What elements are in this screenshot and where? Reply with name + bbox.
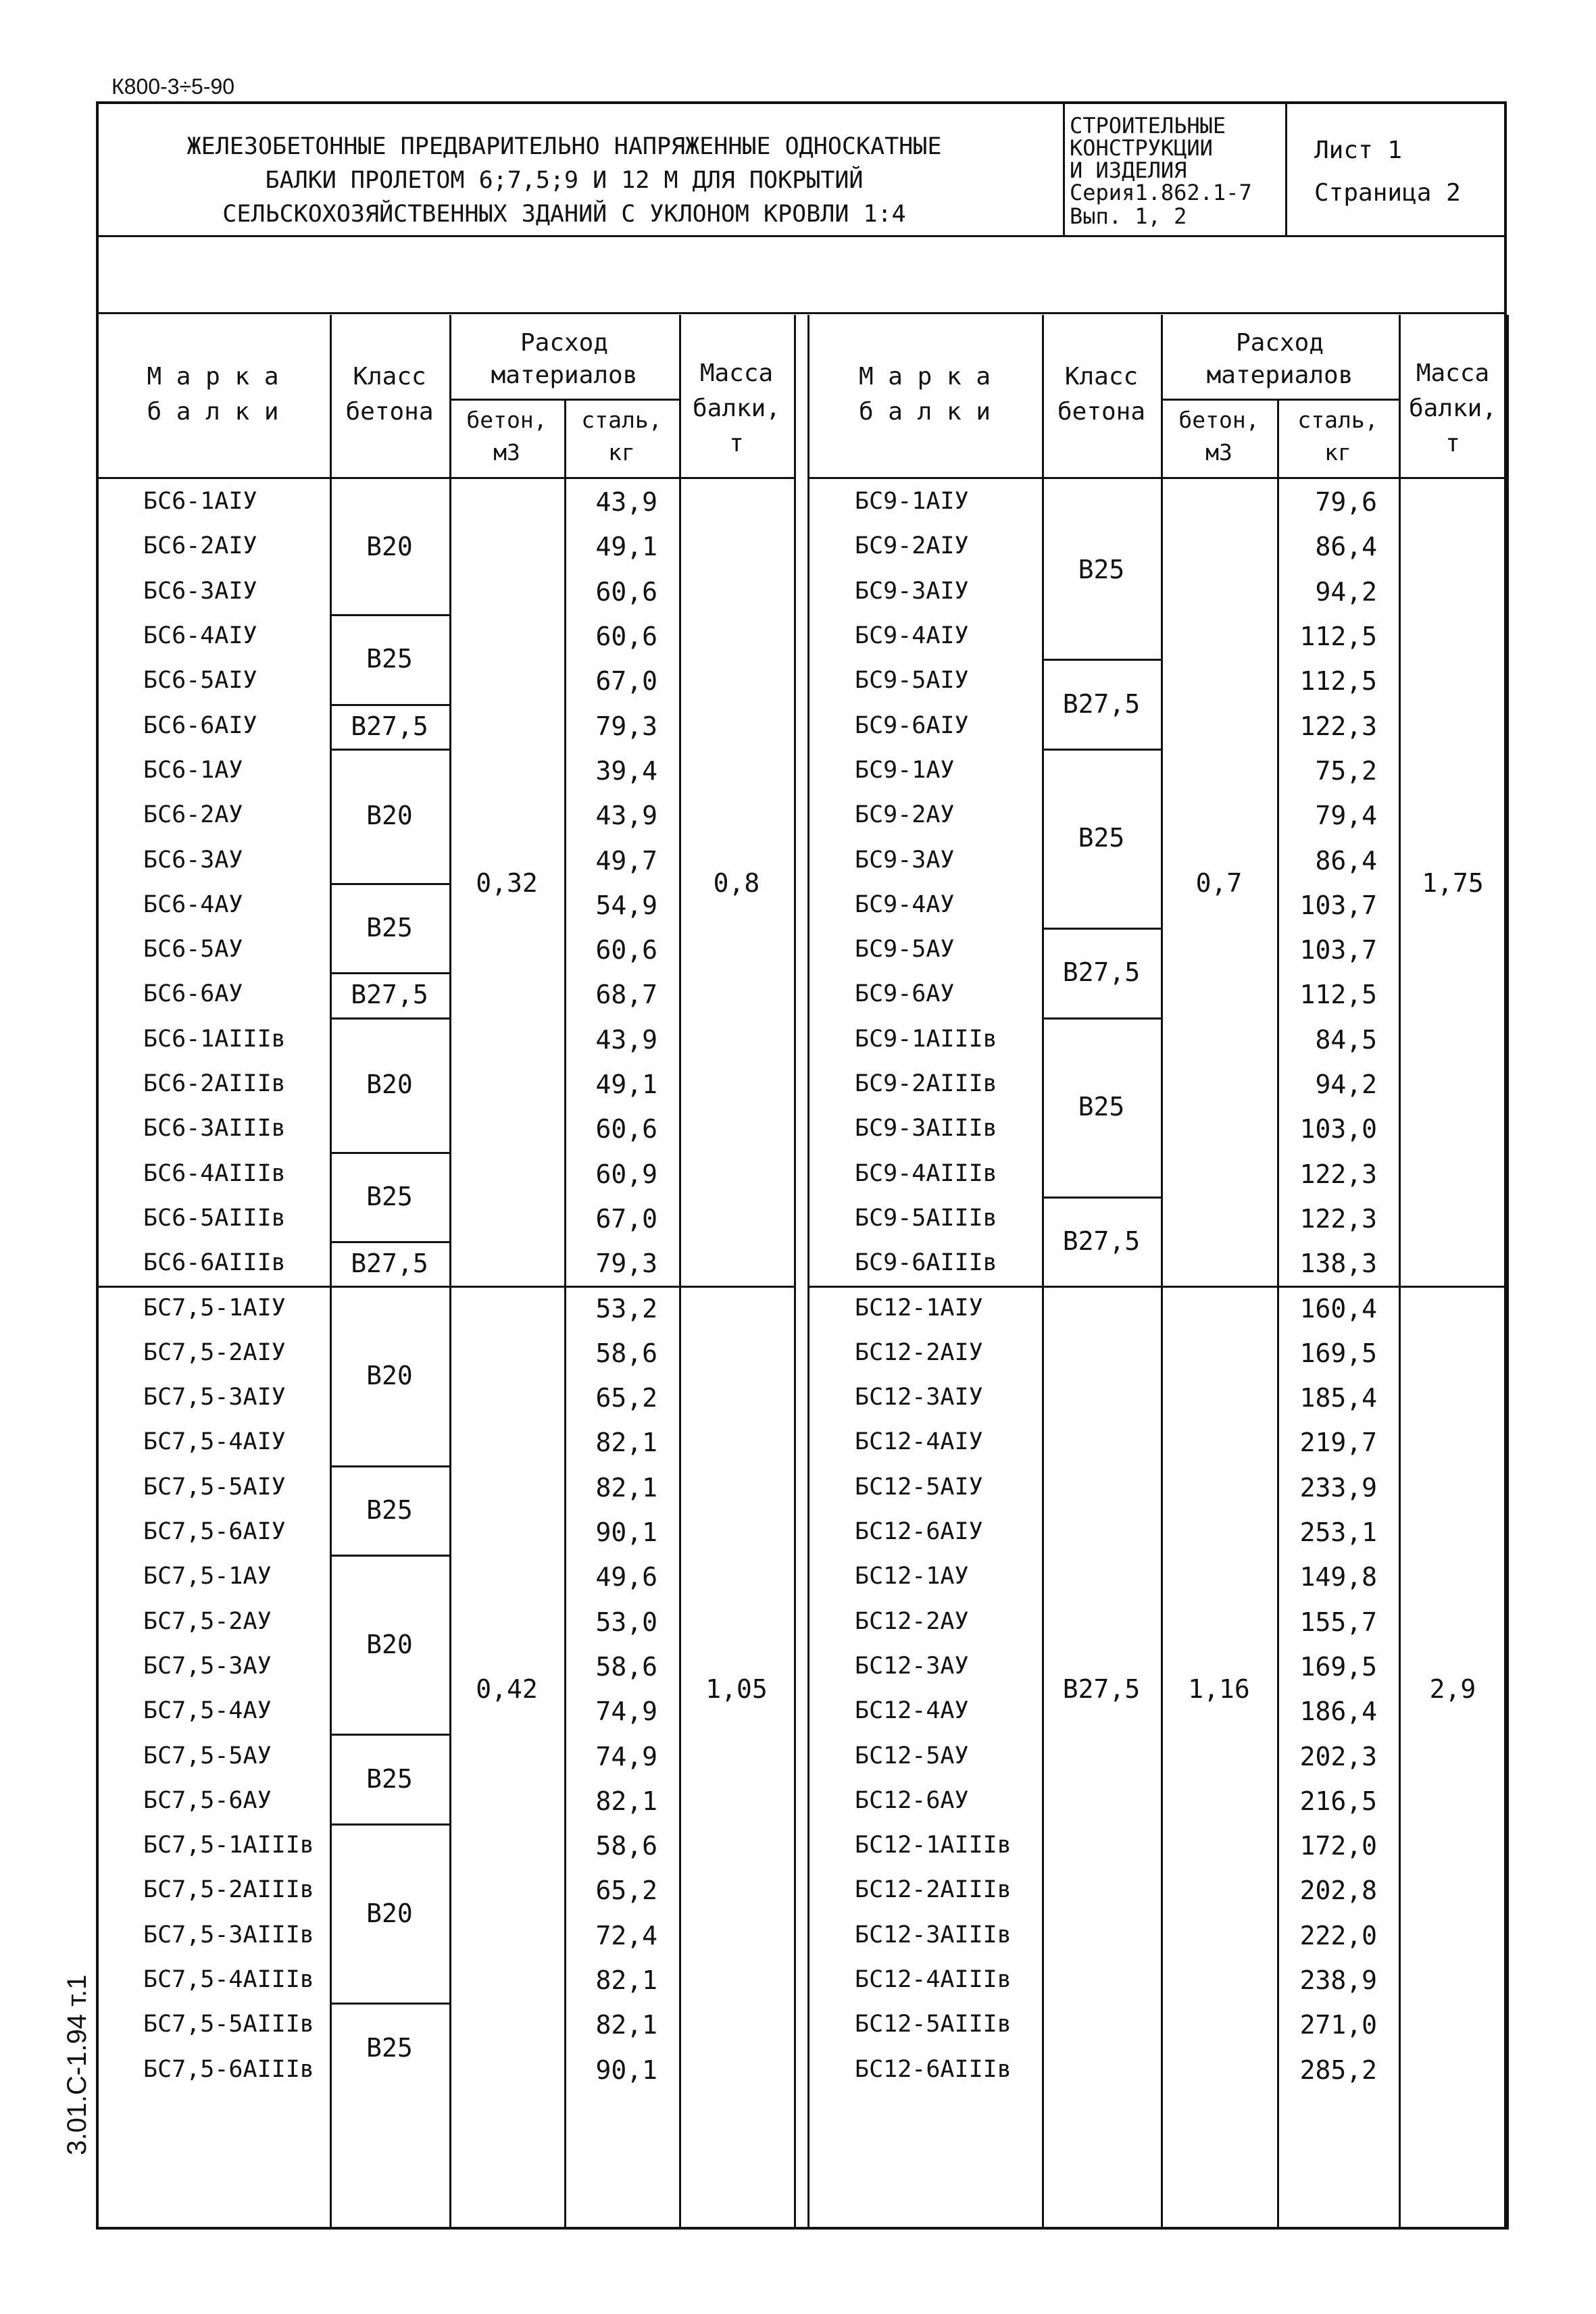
steel-value: 253,1 — [1299, 1517, 1377, 1548]
beam-mark: БС9-6АУ — [855, 980, 955, 1008]
class-group-line — [330, 883, 449, 885]
steel-value: 122,3 — [1299, 711, 1377, 741]
concrete-volume: 1,16 — [1188, 1674, 1250, 1705]
steel-value: 72,4 — [595, 1920, 657, 1951]
class-group-line — [330, 972, 449, 974]
column-line — [449, 315, 451, 2230]
beam-mark: БС9-2АУ — [855, 801, 955, 829]
beam-mass: 1,75 — [1422, 867, 1484, 898]
concrete-class: В25 — [1078, 554, 1125, 584]
steel-value: 82,1 — [595, 1428, 657, 1458]
beam-mark: БС6-5АIУ — [143, 667, 257, 695]
beam-mark: БС12-5АУ — [855, 1742, 969, 1769]
steel-value: 202,8 — [1299, 1876, 1377, 1906]
header-bottom-line — [807, 477, 1507, 479]
title-divider — [1063, 101, 1065, 236]
concrete-class: В25 — [366, 1763, 413, 1794]
steel-value: 285,2 — [1299, 2055, 1377, 2085]
class-group-line — [330, 749, 449, 751]
sheet-number: Лист 1 — [1314, 136, 1403, 164]
beam-mark: БС12-2АУ — [855, 1607, 969, 1635]
beam-mark: БС12-2АIУ — [855, 1338, 983, 1366]
beam-mass: 0,8 — [713, 867, 760, 898]
steel-value: 271,0 — [1299, 2010, 1377, 2040]
beam-mark: БС6-5АIIIв — [143, 1204, 286, 1232]
beam-mark: БС6-4АIУ — [143, 622, 257, 650]
beam-mark: БС7,5-6АIУ — [143, 1518, 286, 1546]
beam-mark: БС9-4АIУ — [855, 622, 969, 650]
steel-value: 202,3 — [1299, 1741, 1377, 1771]
header-concrete: м3 — [493, 439, 520, 466]
beam-mark: БС6-6АIУ — [143, 711, 257, 739]
beam-mark: БС12-1АIIIв — [855, 1832, 1012, 1859]
steel-value: 58,6 — [595, 1338, 657, 1368]
beam-mark: БС9-3АIУ — [855, 577, 969, 605]
steel-value: 160,4 — [1299, 1293, 1377, 1324]
header-steel: кг — [608, 439, 635, 466]
title-line: СЕЛЬСКОХОЗЯЙСТВЕННЫХ ЗДАНИЙ С УКЛОНОМ КРОВЛИ 1:4 — [222, 201, 906, 228]
header-consumption: материалов — [1206, 361, 1353, 389]
steel-value: 43,9 — [595, 801, 657, 831]
class-group-line — [330, 1017, 449, 1020]
steel-value: 79,3 — [595, 1249, 657, 1279]
class-group-line — [330, 2003, 449, 2005]
beam-mark: БС6-4АУ — [143, 890, 243, 918]
concrete-class: В20 — [366, 1898, 413, 1928]
beam-mark: БС6-6АУ — [143, 980, 243, 1008]
steel-value: 53,2 — [595, 1293, 657, 1324]
beam-mark: БС12-5АIУ — [855, 1473, 983, 1501]
table-border — [1507, 315, 1509, 2230]
table-border — [96, 315, 98, 2230]
concrete-class: В25 — [366, 913, 413, 942]
steel-value: 186,4 — [1299, 1696, 1377, 1727]
beam-mark: БС9-6АIУ — [855, 711, 969, 739]
concrete-class: В25 — [1078, 823, 1125, 853]
column-line — [1399, 315, 1401, 2230]
concrete-class: В25 — [366, 1494, 413, 1525]
header-sub-line — [449, 399, 679, 401]
steel-value: 43,9 — [595, 487, 657, 518]
steel-value: 79,6 — [1315, 487, 1377, 518]
header-class: бетона — [1057, 398, 1146, 426]
beam-mark: БС9-6АIIIв — [855, 1249, 997, 1277]
header-mass: Масса — [699, 359, 774, 387]
beam-mark: БС6-1АIIIв — [143, 1025, 286, 1053]
steel-value: 216,5 — [1299, 1786, 1377, 1816]
beam-mark: БС12-6АIIIв — [855, 2055, 1012, 2083]
beam-mass: 2,9 — [1429, 1674, 1476, 1705]
beam-mark: БС12-6АУ — [855, 1786, 969, 1814]
steel-value: 58,6 — [595, 1831, 657, 1861]
class-group-line — [1042, 928, 1161, 930]
steel-value: 90,1 — [595, 2055, 657, 2085]
steel-value: 185,4 — [1299, 1383, 1377, 1413]
steel-value: 54,9 — [595, 890, 657, 920]
steel-value: 60,6 — [595, 622, 657, 652]
concrete-volume: 0,7 — [1195, 867, 1243, 898]
beam-mark: БС6-3АУ — [143, 846, 243, 874]
header-steel: сталь, — [581, 407, 662, 433]
blank-row-line — [96, 312, 1507, 314]
steel-value: 219,7 — [1299, 1428, 1377, 1458]
steel-value: 65,2 — [595, 1876, 657, 1906]
beam-mark: БС7,5-3АIУ — [143, 1384, 286, 1411]
beam-mark: БС9-5АIУ — [855, 667, 969, 695]
steel-value: 90,1 — [595, 1517, 657, 1548]
concrete-class: В20 — [366, 532, 413, 562]
header-concrete: м3 — [1205, 439, 1232, 466]
beam-mark: БС6-5АУ — [143, 936, 243, 963]
steel-value: 122,3 — [1299, 1159, 1377, 1189]
beam-mark: БС12-6АIУ — [855, 1518, 983, 1546]
steel-value: 82,1 — [595, 1786, 657, 1816]
concrete-class: В27,5 — [351, 711, 428, 741]
steel-value: 49,7 — [595, 845, 657, 876]
class-group-line — [330, 1152, 449, 1154]
beam-mark: БС7,5-2АIУ — [143, 1338, 286, 1366]
beam-mark: БС6-2АУ — [143, 801, 243, 829]
header-mark: М а р к а — [147, 363, 279, 391]
steel-value: 112,5 — [1299, 666, 1377, 697]
column-line — [330, 315, 332, 2230]
beam-mark: БС6-1АIУ — [143, 488, 257, 515]
title-line: БАЛКИ ПРОЛЕТОМ 6;7,5;9 И 12 М ДЛЯ ПОКРЫТИЙ — [265, 167, 864, 194]
header-concrete: бетон, — [1178, 407, 1260, 433]
concrete-class: В20 — [366, 1070, 413, 1100]
block-divider — [96, 1286, 794, 1288]
class-group-line — [1042, 659, 1161, 661]
header-class: бетона — [345, 398, 434, 426]
class-group-line — [330, 1465, 449, 1467]
steel-value: 94,2 — [1315, 1070, 1377, 1100]
header-mark: М а р к а — [858, 363, 991, 391]
steel-value: 82,1 — [595, 1472, 657, 1503]
beam-mark: БС7,5-1АУ — [143, 1563, 272, 1590]
beam-mark: БС7,5-1АIIIв — [143, 1832, 314, 1859]
steel-value: 238,9 — [1299, 1965, 1377, 1996]
column-line — [679, 315, 681, 2230]
side-stamp: 3.01.С-1.94 т.1 — [62, 1974, 92, 2155]
beam-mark: БС7,5-3АУ — [143, 1652, 272, 1680]
beam-mark: БС9-3АУ — [855, 846, 955, 874]
steel-value: 94,2 — [1315, 576, 1377, 607]
steel-value: 172,0 — [1299, 1831, 1377, 1861]
beam-mark: БС9-2АIIIв — [855, 1070, 997, 1098]
beam-mark: БС12-4АУ — [855, 1697, 969, 1725]
beam-mark: БС7,5-4АIУ — [143, 1428, 286, 1456]
header-mass: Масса — [1416, 359, 1490, 387]
concrete-class: В27,5 — [1062, 1674, 1141, 1705]
steel-value: 138,3 — [1299, 1249, 1377, 1279]
steel-value: 75,2 — [1315, 755, 1377, 786]
steel-value: 222,0 — [1299, 1920, 1377, 1951]
header-concrete: бетон, — [466, 407, 547, 433]
class-group-line — [1042, 749, 1161, 751]
header-bottom-line — [96, 477, 794, 479]
table-border — [794, 315, 796, 2230]
class-group-line — [1042, 1197, 1161, 1199]
concrete-class: В25 — [366, 644, 413, 674]
beam-mark: БС7,5-5АУ — [143, 1742, 272, 1769]
header-consumption: Расход — [520, 329, 609, 357]
steel-value: 49,6 — [595, 1562, 657, 1592]
beam-mark: БС7,5-5АIУ — [143, 1473, 286, 1501]
series-line: КОНСТРУКЦИИ — [1070, 135, 1213, 161]
column-line — [564, 399, 566, 2230]
title-line: ЖЕЛЕЗОБЕТОННЫЕ ПРЕДВАРИТЕЛЬНО НАПРЯЖЕННЫЕ ОДНОСКАТНЫЕ — [186, 133, 942, 160]
series-line: Вып. 1, 2 — [1070, 203, 1187, 229]
beam-mark: БС7,5-6АУ — [143, 1786, 272, 1814]
header-mark: б а л к и — [147, 398, 279, 426]
steel-value: 60,6 — [595, 935, 657, 965]
header-steel: сталь, — [1297, 407, 1378, 433]
steel-value: 82,1 — [595, 1965, 657, 1996]
concrete-volume: 0,32 — [476, 867, 538, 898]
concrete-class: В27,5 — [351, 1249, 428, 1279]
concrete-volume: 0,42 — [476, 1674, 538, 1705]
steel-value: 112,5 — [1299, 622, 1377, 652]
beam-mark: БС9-2АIУ — [855, 532, 969, 560]
header-consumption: Расход — [1235, 329, 1324, 357]
beam-mark: БС7,5-6АIIIв — [143, 2055, 314, 2083]
beam-mark: БС12-3АУ — [855, 1652, 969, 1680]
class-group-line — [1042, 1017, 1161, 1020]
beam-mark: БС6-2АIУ — [143, 532, 257, 560]
steel-value: 112,5 — [1299, 980, 1377, 1010]
title-divider — [1285, 101, 1287, 236]
class-group-line — [330, 1734, 449, 1736]
steel-value: 149,8 — [1299, 1562, 1377, 1592]
column-line — [1042, 315, 1044, 2230]
steel-value: 103,7 — [1299, 890, 1377, 920]
beam-mark: БС6-4АIIIв — [143, 1159, 286, 1187]
steel-value: 169,5 — [1299, 1338, 1377, 1368]
steel-value: 49,1 — [595, 1070, 657, 1100]
class-group-line — [330, 1823, 449, 1826]
steel-value: 67,0 — [595, 1203, 657, 1234]
document-code: К800-3÷5-90 — [111, 74, 235, 99]
steel-value: 155,7 — [1299, 1607, 1377, 1637]
steel-value: 86,4 — [1315, 532, 1377, 562]
beam-mark: БС9-1АIIIв — [855, 1025, 997, 1053]
class-group-line — [330, 704, 449, 706]
beam-mark: БС12-5АIIIв — [855, 2011, 1012, 2038]
beam-mark: БС12-1АIУ — [855, 1294, 983, 1322]
concrete-class: В27,5 — [1062, 957, 1141, 988]
steel-value: 49,1 — [595, 532, 657, 562]
series-line: И ИЗДЕЛИЯ — [1070, 157, 1187, 183]
beam-mark: БС12-2АIIIв — [855, 1876, 1012, 1904]
steel-value: 103,7 — [1299, 935, 1377, 965]
steel-value: 67,0 — [595, 666, 657, 697]
steel-value: 84,5 — [1315, 1024, 1377, 1055]
header-consumption: материалов — [491, 361, 638, 389]
beam-mark: БС6-6АIIIв — [143, 1249, 286, 1277]
header-class: Класс — [1064, 363, 1139, 391]
beam-mark: БС7,5-2АIIIв — [143, 1876, 314, 1904]
beam-mark: БС12-1АУ — [855, 1563, 969, 1590]
beam-mark: БС9-3АIIIв — [855, 1115, 997, 1142]
concrete-class: В27,5 — [351, 980, 428, 1010]
beam-mark: БС7,5-1АIУ — [143, 1294, 286, 1322]
concrete-class: В20 — [366, 1629, 413, 1659]
concrete-class: В25 — [366, 1181, 413, 1211]
beam-mark: БС12-3АIУ — [855, 1384, 983, 1411]
beam-mark: БС9-1АIУ — [855, 488, 969, 515]
steel-value: 79,3 — [595, 711, 657, 741]
beam-mark: БС6-3АIУ — [143, 577, 257, 605]
column-line — [1277, 399, 1279, 2230]
title-bottom-line — [96, 235, 1507, 237]
steel-value: 233,9 — [1299, 1472, 1377, 1503]
steel-value: 60,6 — [595, 576, 657, 607]
steel-value: 103,0 — [1299, 1114, 1377, 1145]
beam-mark: БС12-4АIУ — [855, 1428, 983, 1456]
beam-mark: БС12-3АIIIв — [855, 1921, 1012, 1948]
header-class: Класс — [353, 363, 426, 391]
steel-value: 39,4 — [595, 755, 657, 786]
table-border — [807, 315, 809, 2230]
column-line — [1161, 315, 1163, 2230]
steel-value: 79,4 — [1315, 801, 1377, 831]
header-mass: балки, — [692, 395, 781, 422]
concrete-class: В25 — [366, 2032, 413, 2063]
steel-value: 74,9 — [595, 1696, 657, 1727]
steel-value: 65,2 — [595, 1383, 657, 1413]
header-mark: б а л к и — [858, 398, 991, 426]
steel-value: 68,7 — [595, 980, 657, 1010]
steel-value: 58,6 — [595, 1651, 657, 1682]
series-line: СТРОИТЕЛЬНЫЕ — [1070, 113, 1226, 139]
concrete-class: В27,5 — [1062, 688, 1141, 719]
series-line: Серия1.862.1-7 — [1070, 180, 1252, 205]
beam-mark: БС6-1АУ — [143, 756, 243, 784]
steel-value: 82,1 — [595, 2010, 657, 2040]
beam-mark: БС7,5-4АIIIв — [143, 1966, 314, 1994]
steel-value: 169,5 — [1299, 1651, 1377, 1682]
beam-mark: БС7,5-5АIIIв — [143, 2011, 314, 2038]
beam-mark: БС6-2АIIIв — [143, 1070, 286, 1098]
header-steel: кг — [1324, 439, 1351, 466]
header-mass: т — [1445, 430, 1460, 457]
concrete-class: В20 — [366, 801, 413, 831]
beam-mark: БС7,5-2АУ — [143, 1607, 272, 1635]
beam-mark: БС12-4АIIIв — [855, 1966, 1012, 1994]
steel-value: 122,3 — [1299, 1203, 1377, 1234]
steel-value: 43,9 — [595, 1024, 657, 1055]
steel-value: 74,9 — [595, 1741, 657, 1771]
beam-mark: БС9-1АУ — [855, 756, 955, 784]
beam-mark: БС7,5-3АIIIв — [143, 1921, 314, 1948]
block-divider — [807, 1286, 1507, 1288]
page-number: Страница 2 — [1314, 179, 1461, 207]
steel-value: 53,0 — [595, 1607, 657, 1637]
class-group-line — [330, 1241, 449, 1243]
steel-value: 60,6 — [595, 1114, 657, 1145]
beam-mark: БС9-4АУ — [855, 890, 955, 918]
class-group-line — [330, 1555, 449, 1557]
concrete-class: В25 — [1078, 1092, 1125, 1122]
header-mass: балки, — [1408, 395, 1497, 422]
header-sub-line — [1161, 399, 1399, 401]
concrete-class: В20 — [366, 1361, 413, 1390]
steel-value: 60,9 — [595, 1159, 657, 1189]
concrete-class: В27,5 — [1062, 1226, 1141, 1257]
steel-value: 86,4 — [1315, 845, 1377, 876]
beam-mass: 1,05 — [705, 1674, 768, 1705]
beam-mark: БС9-5АIIIв — [855, 1204, 997, 1232]
beam-mark: БС9-4АIIIв — [855, 1159, 997, 1187]
class-group-line — [330, 614, 449, 616]
header-mass: т — [729, 430, 744, 457]
beam-mark: БС9-5АУ — [855, 936, 955, 963]
beam-mark: БС6-3АIIIв — [143, 1115, 286, 1142]
beam-mark: БС7,5-4АУ — [143, 1697, 272, 1725]
